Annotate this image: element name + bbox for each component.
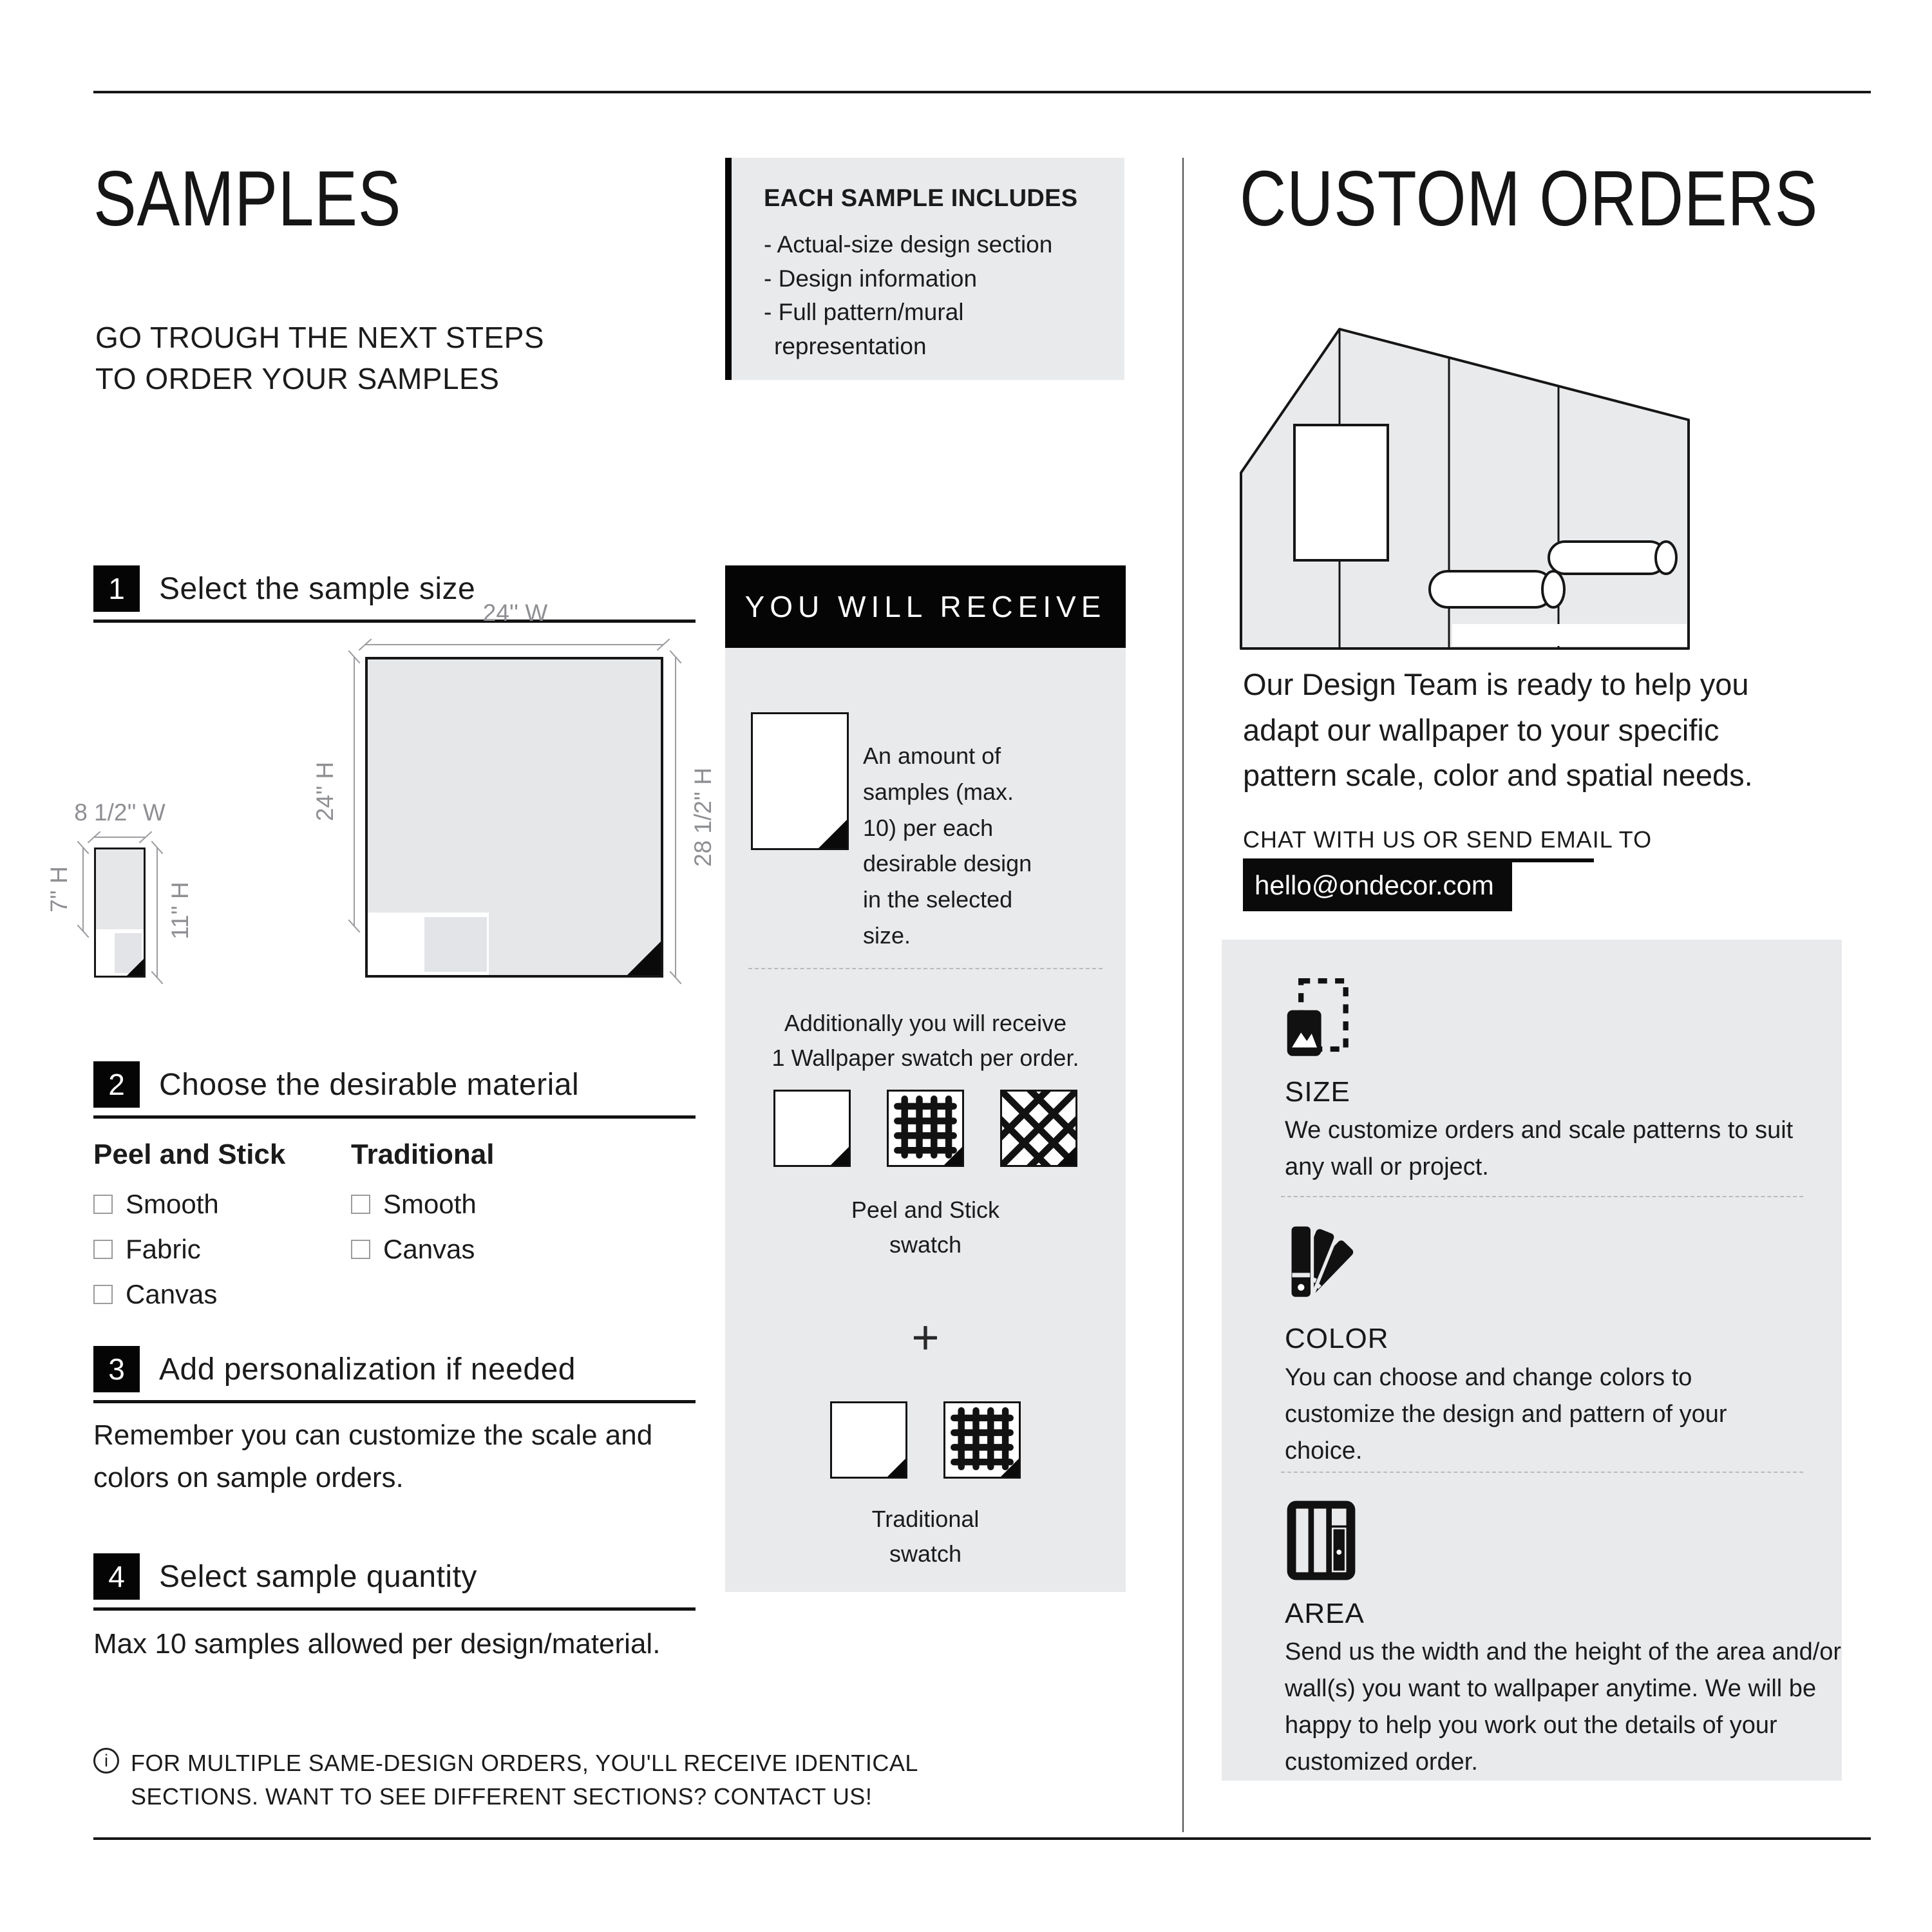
- includes-title: EACH SAMPLE INCLUDES: [764, 185, 1078, 212]
- grid-swatch-icon: [887, 1090, 964, 1167]
- grid-swatch-icon: [943, 1401, 1021, 1479]
- folded-corner-icon: [1057, 1147, 1075, 1165]
- traditional-label-line-2: swatch: [889, 1540, 962, 1567]
- custom-orders-body: Our Design Team is ready to help you adapt our wallpaper to your specific pattern scale, color and spatial needs.: [1243, 667, 1753, 792]
- peel-and-stick-title: Peel and Stick: [93, 1139, 286, 1170]
- intro-line-1: GO TROUGH THE NEXT STEPS: [95, 321, 545, 354]
- step-2-title: Choose the desirable material: [159, 1067, 580, 1102]
- additional-text: [725, 1006, 1126, 1075]
- traditional-swatch-label: [725, 1502, 1126, 1571]
- step-3-text: Remember you can customize the scale and colors on sample orders.: [93, 1419, 653, 1493]
- crosshatch-swatch-icon: [1000, 1090, 1077, 1167]
- dashed-divider: [748, 968, 1103, 969]
- step-4-header: [93, 1553, 696, 1611]
- material-option-row: [351, 1189, 494, 1220]
- step-2-header: [93, 1061, 696, 1119]
- step-1-number: 1: [93, 565, 140, 612]
- small-folded-corner-icon: [127, 959, 144, 976]
- each-sample-includes-box: [725, 158, 1124, 380]
- includes-item: representation: [774, 332, 927, 359]
- swatchbook-icon: [1285, 1220, 1370, 1307]
- peel-swatch-row: [725, 1090, 1126, 1167]
- option-label: Smooth: [383, 1189, 477, 1219]
- small-height7-label: 7'' H: [46, 866, 72, 913]
- you-will-receive-panel: [725, 648, 1126, 1592]
- footnote-text: [131, 1747, 918, 1814]
- traditional-title: Traditional: [351, 1139, 495, 1170]
- small-width-label: 8 1/2'' W: [74, 799, 166, 826]
- small-width-dim-line: [94, 837, 146, 838]
- step-4-number: 4: [93, 1553, 140, 1600]
- step-1-title: Select the sample size: [159, 571, 476, 606]
- step-3-header: [93, 1346, 696, 1403]
- checkbox-peel-canvas[interactable]: [93, 1285, 113, 1304]
- peel-swatch-label: [725, 1193, 1126, 1262]
- plus-icon: +: [911, 1311, 940, 1364]
- footnote-line-1: FOR MULTIPLE SAME-DESIGN ORDERS, YOU'LL RECEIVE IDENTICAL: [131, 1750, 918, 1776]
- dashed-divider: [1281, 1196, 1803, 1197]
- step-3-number: 3: [93, 1346, 140, 1392]
- crop-image-icon: [1285, 978, 1349, 1061]
- additional-line-1: Additionally you will receive: [784, 1010, 1067, 1036]
- intro-line-2: TO ORDER YOUR SAMPLES: [95, 362, 500, 396]
- email-link[interactable]: hello@ondecor.com: [1243, 861, 1512, 911]
- includes-item: - Actual-size design section: [764, 231, 1053, 258]
- sample-sheet-icon: [751, 712, 849, 850]
- feature-area-name: AREA: [1285, 1598, 1365, 1629]
- folded-corner-icon: [944, 1147, 962, 1165]
- large-sample-rectangle: [365, 657, 663, 978]
- samples-intro: [95, 317, 544, 400]
- plain-swatch-icon: [773, 1090, 851, 1167]
- step-2-number: 2: [93, 1061, 140, 1108]
- folded-corner-icon: [819, 820, 847, 848]
- material-option-row: [93, 1189, 285, 1220]
- folded-corner-icon: [1001, 1459, 1019, 1477]
- material-option-row: [351, 1234, 494, 1265]
- footnote: [93, 1747, 918, 1814]
- material-option-row: [93, 1279, 285, 1310]
- step-1-header: [93, 565, 696, 623]
- you-will-receive-header: YOU WILL RECEIVE: [725, 565, 1126, 648]
- large-height28-dim-line: [675, 657, 676, 978]
- option-label: Fabric: [126, 1234, 201, 1264]
- folded-corner-icon: [831, 1147, 849, 1165]
- wallpaper-wall-illustration: [1240, 325, 1690, 654]
- traditional-swatch-row: [725, 1401, 1126, 1479]
- folded-corner-icon: [887, 1459, 905, 1477]
- column-divider: [1182, 158, 1184, 1832]
- large-width-label: 24'' W: [482, 600, 548, 626]
- peel-label-line-2: swatch: [889, 1231, 962, 1258]
- feature-color-name: COLOR: [1285, 1323, 1389, 1354]
- option-label: Canvas: [383, 1234, 475, 1264]
- feature-area-text: Send us the width and the height of the area and/or wall(s) you want to wallpaper anytime. We will be happy to help you work out the details of your customized order.: [1285, 1638, 1842, 1776]
- bottom-rule: [93, 1837, 1871, 1840]
- dashed-divider: [1281, 1472, 1803, 1473]
- top-rule: [93, 91, 1871, 93]
- samples-amount-text: An amount of samples (max. 10) per each desirable design in the selected size.: [863, 743, 1032, 949]
- custom-orders-title: CUSTOM ORDERS: [1240, 155, 1819, 242]
- footnote-line-2: SECTIONS. WANT TO SEE DIFFERENT SECTIONS? CONTACT US!: [131, 1783, 873, 1810]
- includes-item: - Design information: [764, 265, 978, 292]
- large-sample-design-square: [424, 917, 487, 972]
- checkbox-peel-fabric[interactable]: [93, 1240, 113, 1259]
- peel-label-line-1: Peel and Stick: [851, 1197, 1000, 1223]
- option-label: Smooth: [126, 1189, 219, 1219]
- checkbox-traditional-smooth[interactable]: [351, 1195, 370, 1214]
- feature-color-text: You can choose and change colors to customize the design and pattern of your choice.: [1285, 1364, 1727, 1464]
- large-height24-dim-line: [354, 657, 355, 926]
- step-4-title: Select sample quantity: [159, 1559, 477, 1594]
- traditional-label-line-1: Traditional: [871, 1506, 980, 1532]
- checkbox-traditional-canvas[interactable]: [351, 1240, 370, 1259]
- step-3-title: Add personalization if needed: [159, 1352, 576, 1387]
- large-folded-corner-icon: [627, 942, 661, 975]
- feature-size-name: SIZE: [1285, 1076, 1350, 1108]
- additional-line-2: 1 Wallpaper swatch per order.: [772, 1045, 1079, 1071]
- large-width-dim-line: [365, 644, 663, 645]
- info-icon: i: [93, 1748, 119, 1774]
- wall-door-icon: [1285, 1499, 1358, 1586]
- small-height11-dim-line: [156, 848, 158, 978]
- custom-features-panel: [1222, 940, 1842, 1781]
- option-label: Canvas: [126, 1279, 218, 1309]
- chat-label: CHAT WITH US OR SEND EMAIL TO: [1243, 826, 1653, 853]
- plain-swatch-icon: [830, 1401, 907, 1479]
- small-height11-label: 11'' H: [167, 882, 193, 940]
- material-column-traditional: [351, 1139, 494, 1265]
- includes-item: - Full pattern/mural: [764, 299, 964, 326]
- large-height28-label: 28 1/2'' H: [690, 768, 716, 867]
- samples-title: SAMPLES: [93, 155, 402, 242]
- material-option-row: [93, 1234, 285, 1265]
- large-height24-label: 24'' H: [312, 761, 338, 822]
- feature-size-text: We customize orders and scale patterns to suit any wall or project.: [1285, 1117, 1794, 1180]
- step-4-text: Max 10 samples allowed per design/material.: [93, 1628, 661, 1660]
- checkbox-peel-smooth[interactable]: [93, 1195, 113, 1214]
- small-height7-dim-line: [82, 848, 84, 931]
- small-sample-rectangle: [94, 848, 146, 978]
- material-column-peel: [93, 1139, 285, 1310]
